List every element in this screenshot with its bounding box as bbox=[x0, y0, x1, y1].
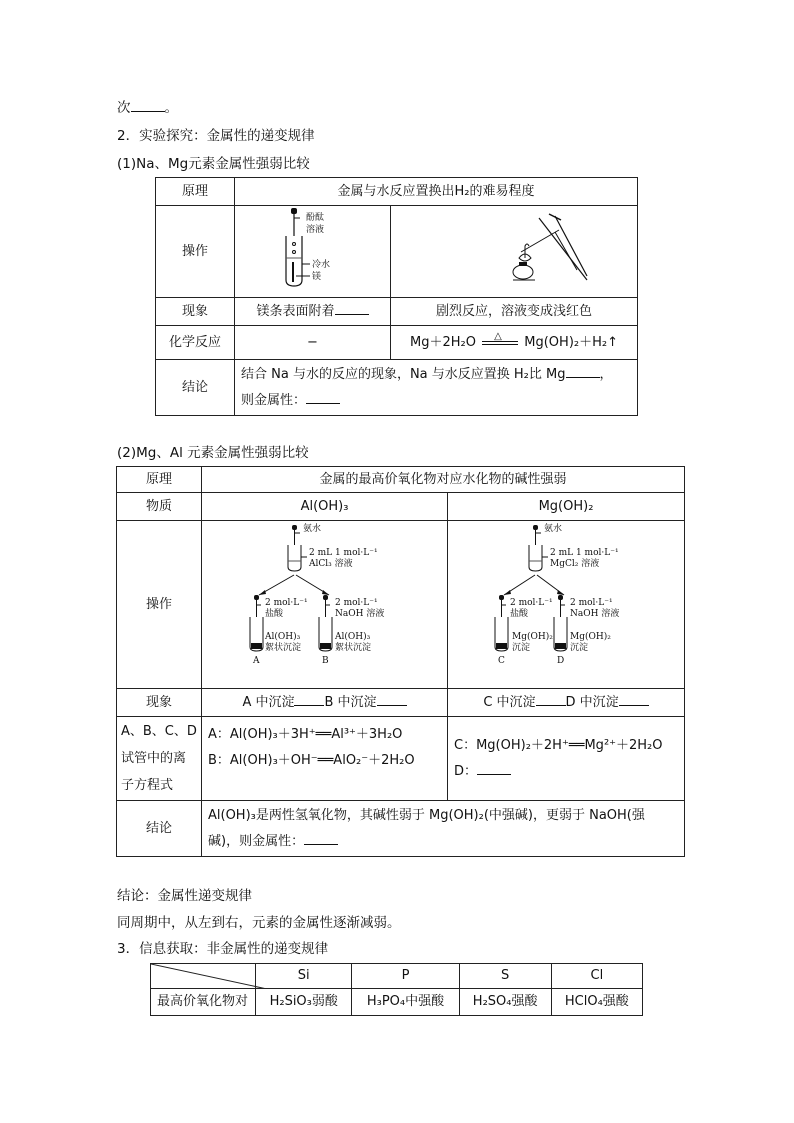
ion-c: C：Mg(OH)₂＋2H⁺══Mg²⁺＋2H₂O bbox=[454, 737, 663, 753]
row-label-substance: 物质 bbox=[117, 493, 202, 521]
diagonal-header bbox=[151, 964, 256, 989]
section2-title: 2．实验探究：金属性的递变规律 bbox=[117, 128, 315, 144]
concl2-b: 碱)，则金属性： bbox=[208, 833, 305, 849]
row-label-principle-2: 原理 bbox=[117, 467, 202, 493]
al-label-floc-a: 絮状沉淀 bbox=[264, 643, 301, 653]
conclusion-title: 结论：金属性递变规律 bbox=[117, 888, 252, 904]
test-tube-diagram bbox=[248, 206, 378, 290]
blank-phen-mg[interactable] bbox=[335, 302, 369, 315]
al-label-ppt-b: Al(OH)₃ bbox=[334, 632, 370, 642]
blank-concl-2[interactable] bbox=[306, 391, 340, 404]
table-na-mg bbox=[155, 177, 638, 416]
phen-d: D 中沉淀 bbox=[565, 694, 619, 710]
al-label-naoh-conc: 2 mol·L⁻¹ bbox=[334, 598, 378, 608]
conclusion-2-cell bbox=[202, 801, 685, 857]
value-cl: HClO₄强酸 bbox=[551, 989, 642, 1016]
sub1-title: (1)Na、Mg元素金属性强弱比较 bbox=[117, 156, 310, 172]
phen-na: 剧烈反应，溶液变成浅红色 bbox=[391, 298, 638, 326]
row-label-conclusion: 结论 bbox=[156, 360, 235, 416]
conclusion-cell bbox=[235, 360, 638, 416]
al-label-hcl-conc: 2 mol·L⁻¹ bbox=[264, 598, 308, 608]
al-label-alcl3: AlCl₃ 溶液 bbox=[308, 559, 353, 569]
row-label-conclusion-2: 结论 bbox=[117, 801, 202, 857]
mg-label-hcl: 盐酸 bbox=[510, 609, 529, 619]
phen-mg-cell bbox=[235, 298, 391, 326]
table-mg-al bbox=[116, 466, 685, 857]
row-label-ion: A、B、C、D 试管中的离子方程式 bbox=[117, 717, 202, 801]
value-p: H₃PO₄中强酸 bbox=[352, 989, 459, 1016]
ion-d-row bbox=[454, 759, 678, 785]
header-si: Si bbox=[256, 964, 352, 989]
blank-phen-a[interactable] bbox=[294, 693, 324, 706]
value-si: H₂SiO₃弱酸 bbox=[256, 989, 352, 1016]
react-right: Mg(OH)₂＋H₂↑ bbox=[524, 334, 618, 350]
blank-ion-d[interactable] bbox=[477, 762, 511, 775]
ion-spacer bbox=[208, 774, 441, 796]
label-phenolphthalein: 酚酞 bbox=[305, 213, 324, 223]
blank-phen-b[interactable] bbox=[377, 693, 407, 706]
al-experiment-diagram bbox=[225, 521, 425, 681]
heat-symbol: △ bbox=[494, 331, 502, 342]
mg-label-naoh-conc: 2 mol·L⁻¹ bbox=[570, 598, 613, 608]
row-label-operation: 操作 bbox=[156, 206, 235, 298]
blank-concl2[interactable] bbox=[304, 832, 338, 845]
react-mg: − bbox=[235, 326, 391, 360]
substance-al: Al(OH)₃ bbox=[202, 493, 448, 521]
al-label-ppt-a: Al(OH)₃ bbox=[264, 632, 300, 642]
row-label-phenomenon-2: 现象 bbox=[117, 689, 202, 717]
ion-d: D： bbox=[454, 763, 478, 779]
table-nonmetal bbox=[150, 963, 643, 1016]
mg-label-hcl-conc: 2 mol·L⁻¹ bbox=[510, 598, 553, 608]
fig-mg-heating bbox=[391, 206, 638, 298]
al-label-hcl: 盐酸 bbox=[264, 609, 283, 619]
al-label-vol: 2 mL 1 mol·L⁻¹ bbox=[308, 548, 378, 558]
react-left: Mg＋2H₂O bbox=[410, 334, 476, 350]
blank-phen-d[interactable] bbox=[619, 693, 649, 706]
mg-label-ppt-d: Mg(OH)₂ bbox=[570, 632, 611, 642]
row-label-operation-2: 操作 bbox=[117, 521, 202, 689]
header-p: P bbox=[352, 964, 459, 989]
row-label-phenomenon: 现象 bbox=[156, 298, 235, 326]
ion-ab-cell bbox=[202, 717, 448, 801]
ion-cd-cell bbox=[448, 717, 685, 801]
phen-ab-cell bbox=[202, 689, 448, 717]
mg-label-ppt-c: Mg(OH)₂ bbox=[512, 632, 553, 642]
phen-b: B 中沉淀 bbox=[324, 694, 377, 710]
conclusion-text: 同周期中，从左到右，元素的金属性逐渐减弱。 bbox=[117, 915, 401, 931]
al-label-naoh: NaOH 溶液 bbox=[334, 609, 384, 619]
concl2-a: Al(OH)₃是两性氢氧化物，其碱性弱于 Mg(OH)₂(中强碱)，更弱于 NaOH(强 bbox=[208, 807, 645, 823]
al-label-A: A bbox=[252, 656, 259, 666]
fig-al-cell bbox=[202, 521, 448, 689]
mg-label-sed-d: 沉淀 bbox=[570, 643, 589, 653]
top-line-end: 。 bbox=[164, 100, 178, 116]
blank-concl-1[interactable] bbox=[566, 365, 600, 378]
label-solution: 溶液 bbox=[305, 225, 324, 235]
row-label-reaction: 化学反应 bbox=[156, 326, 235, 360]
mg-experiment-diagram bbox=[466, 521, 666, 681]
fig-mg-cold-water bbox=[235, 206, 391, 298]
header-s: S bbox=[459, 964, 551, 989]
phen-cd-cell bbox=[448, 689, 685, 717]
diagonal-line bbox=[151, 964, 267, 989]
principle-2: 金属的最高价氧化物对应水化物的碱性强弱 bbox=[202, 467, 685, 493]
answer-blank[interactable] bbox=[131, 99, 165, 112]
al-label-ammonia: 氨水 bbox=[302, 524, 321, 534]
al-label-floc-b: 絮状沉淀 bbox=[334, 643, 371, 653]
substance-mg: Mg(OH)₂ bbox=[448, 493, 685, 521]
phen-c: C 中沉淀 bbox=[483, 694, 536, 710]
ion-a: A：Al(OH)₃＋3H⁺══Al³⁺＋3H₂O bbox=[208, 726, 403, 742]
sub2-title: (2)Mg、Al 元素金属性强弱比较 bbox=[117, 445, 309, 461]
label-cold-water: 冷水 bbox=[311, 260, 330, 270]
mg-label-C: C bbox=[498, 656, 505, 666]
concl-b: 则金属性： bbox=[241, 392, 307, 408]
section3-title: 3．信息获取：非金属性的递变规律 bbox=[117, 941, 329, 957]
concl-a: 结合 Na 与水的反应的现象，Na 与水反应置换 H₂比 Mg bbox=[241, 366, 566, 382]
react-na-cell bbox=[391, 326, 638, 360]
mg-label-mgcl2: MgCl₂ 溶液 bbox=[550, 559, 600, 569]
al-label-B: B bbox=[321, 656, 329, 666]
top-line-text: 次 bbox=[117, 100, 131, 116]
eq-line-bottom bbox=[482, 344, 518, 345]
principle-text: 金属与水反应置换出H₂的难易程度 bbox=[235, 178, 638, 206]
row-label-principle: 原理 bbox=[156, 178, 235, 206]
header-cl: Cl bbox=[551, 964, 642, 989]
top-line bbox=[117, 96, 178, 116]
ion-b: B：Al(OH)₃＋OH⁻══AlO₂⁻＋2H₂O bbox=[208, 752, 415, 768]
value-s: H₂SO₄强酸 bbox=[459, 989, 551, 1016]
phen-a: A 中沉淀 bbox=[242, 694, 295, 710]
concl-a-end: ， bbox=[599, 366, 613, 382]
mg-label-ammonia: 氨水 bbox=[544, 524, 563, 534]
eq-line-top bbox=[482, 341, 518, 342]
fig-mg-cell bbox=[448, 521, 685, 689]
mg-label-naoh: NaOH 溶液 bbox=[570, 609, 620, 619]
heating-diagram bbox=[439, 206, 589, 290]
mg-label-D: D bbox=[557, 656, 565, 666]
label-magnesium: 镁 bbox=[311, 272, 321, 282]
react-arrow bbox=[480, 333, 520, 351]
phen-mg: 镁条表面附着 bbox=[256, 303, 335, 319]
row-label-oxide: 最高价氧化物对 bbox=[151, 989, 256, 1016]
blank-phen-c[interactable] bbox=[536, 693, 566, 706]
mg-label-vol: 2 mL 1 mol·L⁻¹ bbox=[550, 548, 619, 558]
mg-label-sed-c: 沉淀 bbox=[512, 643, 531, 653]
